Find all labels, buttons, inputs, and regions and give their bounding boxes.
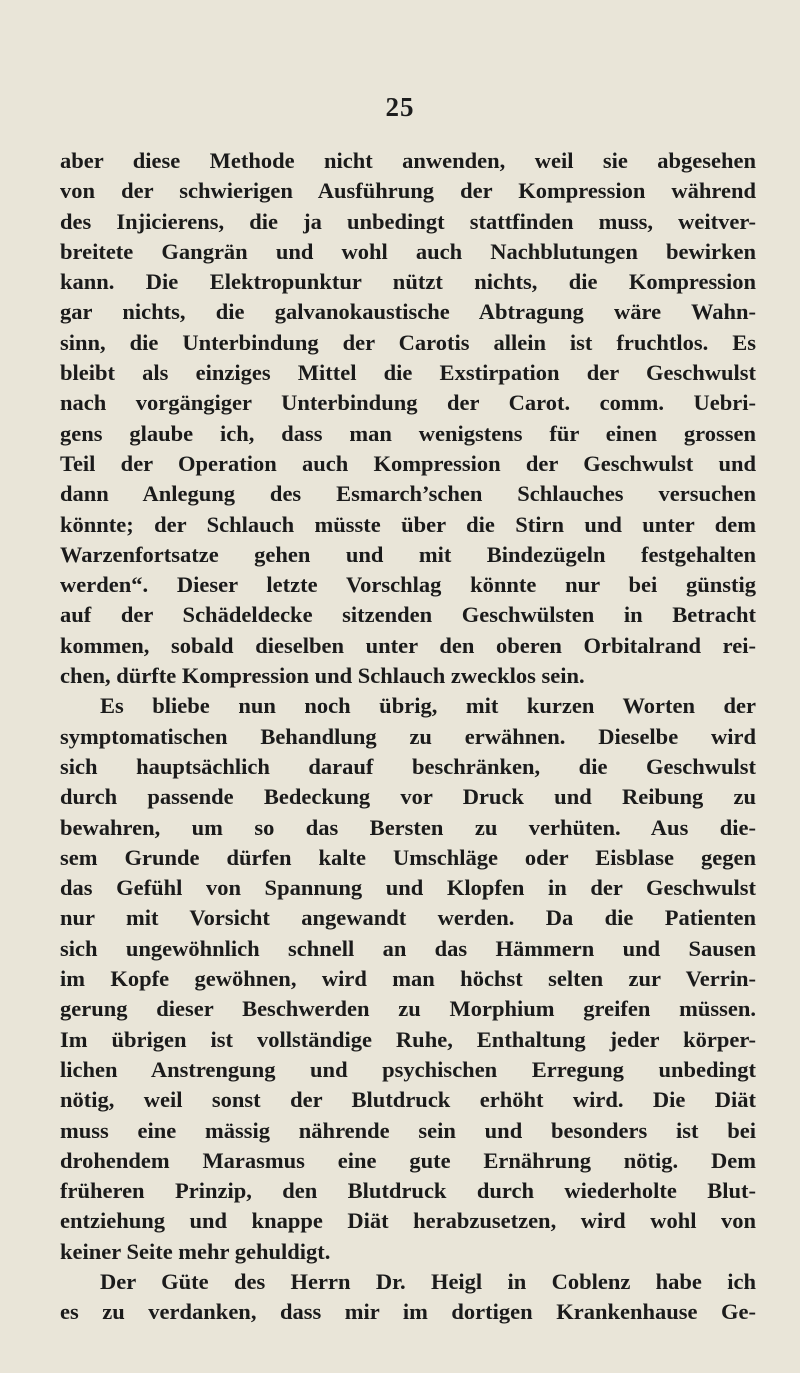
text-line: früheren Prinzip, den Blutdruck durch wiederholte Blut- <box>60 1178 756 1204</box>
text-line: drohendem Marasmus eine gute Ernährung nötig. Dem <box>60 1147 756 1173</box>
text-line: Warzenfortsatze gehen und mit Bindezügeln festgehalten <box>60 541 756 567</box>
text-line: gerung dieser Beschwerden zu Morphium greifen müssen. <box>60 996 756 1022</box>
text-line: gens glaube ich, dass man wenigstens für einen grossen <box>60 420 756 446</box>
text-line: könnte; der Schlauch müsste über die Stirn und unter dem <box>60 511 756 537</box>
text-line: keiner Seite mehr gehuldigt. <box>60 1238 331 1264</box>
text-line: dann Anlegung des Esmarch’schen Schlauches versuchen <box>60 481 756 507</box>
text-line: breitete Gangrän und wohl auch Nachblutungen bewirken <box>60 238 756 264</box>
text-line: von der schwierigen Ausführung der Kompression während <box>60 178 756 204</box>
text-line: sich ungewöhnlich schnell an das Hämmern und Sausen <box>60 935 756 961</box>
text-line: kann. Die Elektropunktur nützt nichts, die Kompression <box>60 269 756 295</box>
text-line: werden“. Dieser letzte Vorschlag könnte nur bei günstig <box>60 572 756 598</box>
text-line: kommen, sobald dieselben unter den oberen Orbitalrand rei- <box>60 632 756 658</box>
body-text <box>60 146 756 1328</box>
text-line: sinn, die Unterbindung der Carotis allein ist fruchtlos. Es <box>60 329 756 355</box>
text-line: Es bliebe nun noch übrig, mit kurzen Worten der <box>100 693 756 719</box>
text-line: nach vorgängiger Unterbindung der Carot. comm. Uebri- <box>60 390 756 416</box>
text-line: im Kopfe gewöhnen, wird man höchst selten zur Verrin- <box>60 966 756 992</box>
text-line: chen, dürfte Kompression und Schlauch zwecklos sein. <box>60 663 585 689</box>
text-line: sich hauptsächlich darauf beschränken, die Geschwulst <box>60 753 756 779</box>
text-line: entziehung und knappe Diät herabzusetzen, wird wohl von <box>60 1208 756 1234</box>
text-line: sem Grunde dürfen kalte Umschläge oder Eisblase gegen <box>60 844 756 870</box>
text-line: das Gefühl von Spannung und Klopfen in der Geschwulst <box>60 875 756 901</box>
text-line: es zu verdanken, dass mir im dortigen Krankenhause Ge- <box>60 1299 756 1325</box>
text-line: des Injicierens, die ja unbedingt stattfinden muss, weitver- <box>60 208 756 234</box>
text-line: bewahren, um so das Bersten zu verhüten. Aus die- <box>60 814 756 840</box>
text-line: lichen Anstrengung und psychischen Erregung unbedingt <box>60 1056 756 1082</box>
text-line: bleibt als einziges Mittel die Exstirpation der Geschwulst <box>60 360 756 386</box>
text-line: Im übrigen ist vollständige Ruhe, Enthaltung jeder körper- <box>60 1026 756 1052</box>
text-line: Der Güte des Herrn Dr. Heigl in Coblenz habe ich <box>100 1268 756 1294</box>
page-number: 25 <box>385 92 415 122</box>
text-line: auf der Schädeldecke sitzenden Geschwülsten in Betracht <box>60 602 756 628</box>
text-line: symptomatischen Behandlung zu erwähnen. Dieselbe wird <box>60 723 756 749</box>
text-line: aber diese Methode nicht anwenden, weil sie abgesehen <box>60 148 756 173</box>
text-line: nötig, weil sonst der Blutdruck erhöht wird. Die Diät <box>60 1087 756 1113</box>
text-line: gar nichts, die galvanokaustische Abtragung wäre Wahn- <box>60 299 756 325</box>
text-line: muss eine mässig nährende sein und besonders ist bei <box>60 1117 756 1143</box>
text-line: nur mit Vorsicht angewandt werden. Da die Patienten <box>60 905 756 931</box>
text-line: Teil der Operation auch Kompression der Geschwulst und <box>60 450 756 476</box>
text-line: durch passende Bedeckung vor Druck und Reibung zu <box>60 784 756 810</box>
